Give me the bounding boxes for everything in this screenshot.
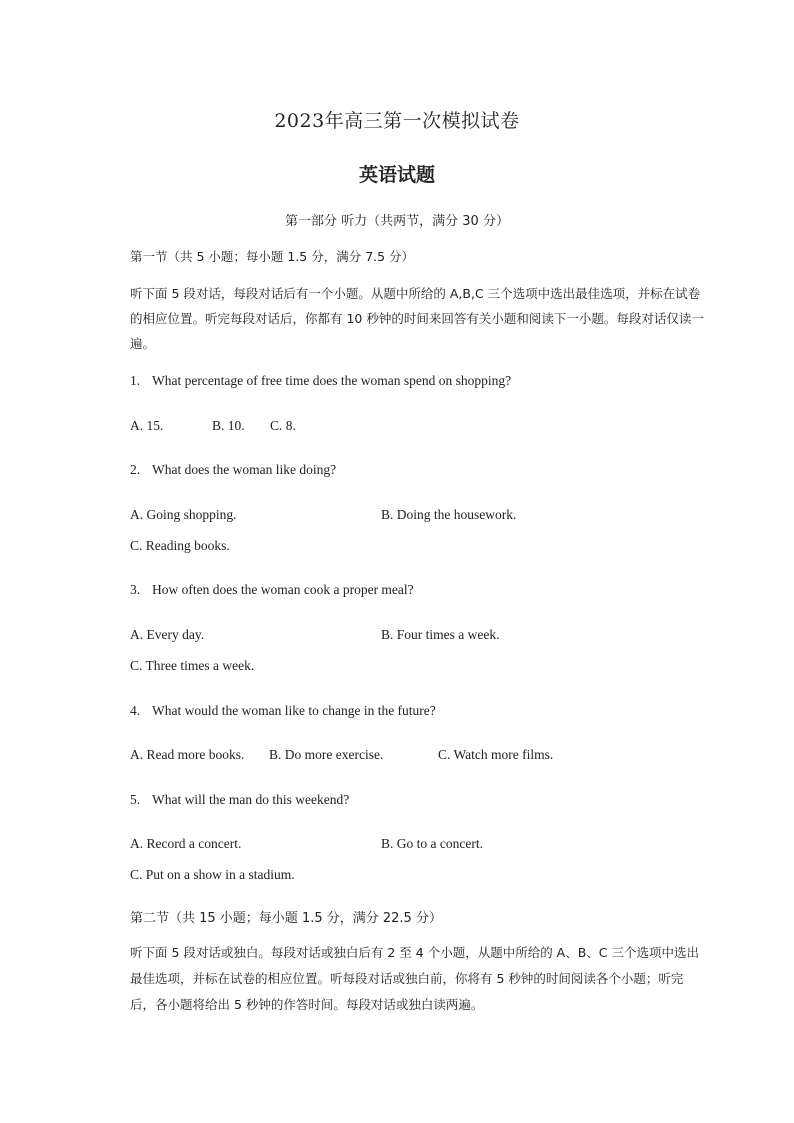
option-b[interactable]: B. 10. xyxy=(212,418,245,433)
option-c[interactable]: C. Three times a week. xyxy=(130,658,255,673)
section1-heading: 第一节（共 5 小题；每小题 1.5 分，满分 7.5 分） xyxy=(130,249,415,264)
option-a[interactable]: A. Read more books. xyxy=(130,747,245,762)
option-a[interactable]: A. 15. xyxy=(130,418,164,433)
option-b[interactable]: B. Do more exercise. xyxy=(269,747,384,762)
exam-subtitle: 英语试题 xyxy=(358,164,435,186)
question-text: What percentage of free time does the woman spend on shopping? xyxy=(152,373,512,388)
section2-heading: 第二节（共 15 小题；每小题 1.5 分，满分 22.5 分） xyxy=(130,911,442,926)
exam-title: 2023年高三第一次模拟试卷 xyxy=(274,110,520,132)
question-5 xyxy=(130,792,349,808)
question-text: What does the woman like doing? xyxy=(152,462,337,477)
question-number: 3. xyxy=(130,582,141,597)
part1-heading: 第一部分 听力（共两节，满分 30 分） xyxy=(285,214,509,229)
question-number: 2. xyxy=(130,462,141,477)
option-a[interactable]: A. Every day. xyxy=(130,627,205,642)
question-number: 5. xyxy=(130,792,141,807)
option-b[interactable]: B. Go to a concert. xyxy=(381,836,483,851)
option-a[interactable]: A. Going shopping. xyxy=(130,507,237,522)
option-c[interactable]: C. Put on a show in a stadium. xyxy=(130,867,295,882)
question-number: 1. xyxy=(130,373,141,388)
option-c[interactable]: C. Reading books. xyxy=(130,538,230,553)
option-c[interactable]: C. 8. xyxy=(270,418,296,433)
option-b[interactable]: B. Four times a week. xyxy=(381,627,500,642)
question-text: What would the woman like to change in the future? xyxy=(152,703,436,718)
question-2 xyxy=(130,462,336,478)
option-a[interactable]: A. Record a concert. xyxy=(130,836,242,851)
question-text: How often does the woman cook a proper meal? xyxy=(152,582,414,597)
question-4 xyxy=(130,703,436,719)
question-text: What will the man do this weekend? xyxy=(152,792,350,807)
option-b[interactable]: B. Doing the housework. xyxy=(381,507,517,522)
option-c[interactable]: C. Watch more films. xyxy=(438,747,554,762)
question-1 xyxy=(130,373,511,389)
question-number: 4. xyxy=(130,703,141,718)
section2-instructions: 听下面 5 段对话或独白。每段对话或独白后有 2 至 4 个小题，从题中所给的 A、B、C 三个选项中选出最佳选项，并标在试卷的相应位置。听每段对话或独白前，你将有 5 秒钟的时间阅读各个小题；听完后，各小题将给出 5 秒钟的作答时间。每段对话或独白读两遍。 xyxy=(130,945,700,1012)
question-3 xyxy=(130,582,414,598)
section1-instructions: 听下面 5 段对话，每段对话后有一个小题。从题中所给的 A,B,C 三个选项中选出最佳选项，并标在试卷的相应位置。听完每段对话后，你都有 10 秒钟的时间来回答有关小题和阅读下一小题。每段对话仅读一遍。 xyxy=(130,286,704,351)
